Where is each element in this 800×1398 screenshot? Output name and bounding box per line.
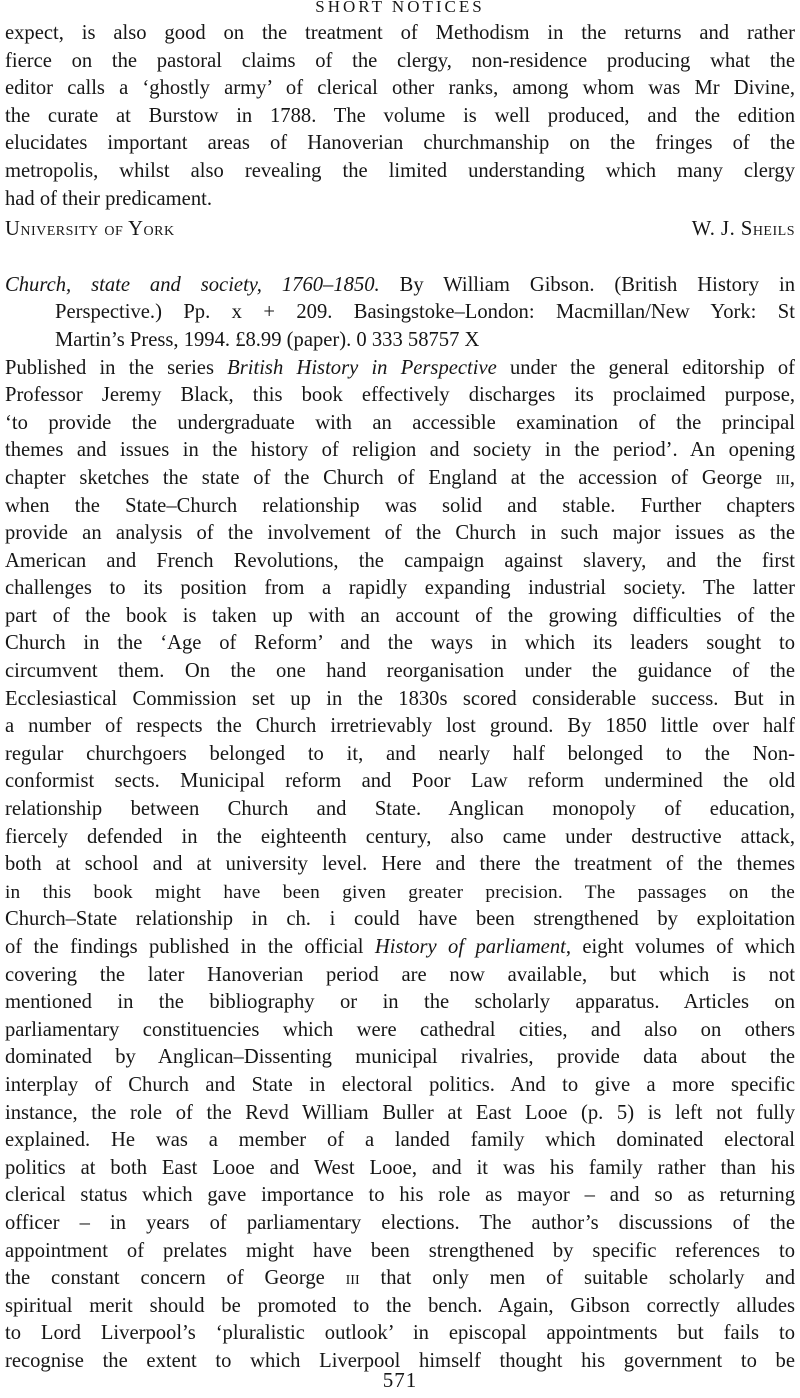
text-line: circumvent them. On the one hand reorganisation under the guidance of the	[5, 660, 795, 683]
page	[5, 0, 795, 1376]
text-line: ‘to provide the undergraduate with an accessible examination of the principal	[5, 411, 795, 434]
reviewer-signature	[5, 216, 795, 244]
review-line	[5, 355, 795, 383]
text-line: challenges to its position from a rapidly expanding industrial society. The latter	[5, 577, 795, 600]
text-line: Professor Jeremy Black, this book effectively discharges its proclaimed purpose,	[5, 384, 795, 407]
text-line: regular churchgoers belonged to it, and nearly half belonged to the Non-	[5, 742, 795, 765]
book-citation	[5, 272, 795, 355]
text-line: relationship between Church and State. Anglican monopoly of education,	[5, 798, 795, 821]
text-line: editor calls a ‘ghostly army’ of clerical other ranks, among whom was Mr Divine,	[5, 77, 795, 100]
text-line: officer – in years of parliamentary elections. The author’s discussions of the	[5, 1211, 795, 1234]
text-line: covering the later Hanoverian period are now available, but which is not	[5, 963, 795, 986]
regnal-numeral: iii	[345, 1267, 360, 1290]
work-title: History of parliament	[374, 936, 566, 958]
text-line: fiercely defended in the eighteenth century, also came under destructive attack,	[5, 825, 795, 848]
text-line: instance, the role of the Revd William Buller at East Looe (p. 5) is left not fully	[5, 1101, 795, 1124]
text-line: politics at both East Looe and West Looe, and it was his family rather than his	[5, 1156, 795, 1179]
text-line: mentioned in the bibliography or in the scholarly apparatus. Articles on	[5, 991, 795, 1014]
review-text: that only men of suitable scholarly and	[359, 1267, 795, 1290]
review-text: the constant concern of George	[5, 1267, 346, 1290]
text-line: provide an analysis of the involvement of the Church in such major issues as the	[5, 522, 795, 545]
review-body	[5, 355, 795, 1376]
text-line: dominated by Anglican–Dissenting municipal rivalries, provide data about the	[5, 1046, 795, 1069]
book-title: Church, state and society, 1760–1850.	[5, 273, 380, 296]
text-line: metropolis, whilst also revealing the limited understanding which many clergy	[5, 159, 795, 182]
text-line: elucidates important areas of Hanoverian churchmanship on the fringes of the	[5, 132, 795, 155]
review-line	[5, 1265, 795, 1293]
review-text: , eight volumes of which	[565, 936, 796, 958]
book-author: By William Gibson. (British History in	[379, 273, 795, 296]
text-line: clerical status which gave importance to his role as mayor – and so as returning	[5, 1184, 795, 1207]
review-text: ,	[789, 466, 795, 489]
reviewer-name: W. J. Sheils	[691, 218, 795, 241]
text-line: explained. He was a member of a landed family which dominated electoral	[5, 1129, 795, 1152]
text-line: Church in the ‘Age of Reform’ and the ways in which its leaders sought to	[5, 632, 795, 655]
series-title: British History in Perspective	[227, 356, 497, 379]
review-text: chapter sketches the state of the Church of England at the accession of George	[5, 466, 776, 489]
book-citation-line-3: Martin’s Press, 1994. £8.99 (paper). 0 333 58757 X	[55, 328, 480, 351]
text-line: conformist sects. Municipal reform and Poor Law reform undermined the old	[5, 770, 795, 793]
page-number: 571	[382, 1368, 418, 1392]
running-head: SHORT NOTICES	[315, 0, 485, 16]
text-line: both at school and at university level. Here and there the treatment of the themes	[5, 853, 795, 876]
book-citation-line-2: Perspective.) Pp. x + 209. Basingstoke–London: Macmillan/New York: St	[55, 301, 795, 324]
text-line: Ecclesiastical Commission set up in the 1830s scored considerable success. But in	[5, 687, 795, 710]
review-line-small: in this book might have been given greater precision. The passages on the	[5, 881, 795, 903]
text-line: themes and issues in the history of religion and society in the period’. An opening	[5, 439, 795, 462]
text-line: a number of respects the Church irretrievably lost ground. By 1850 little over half	[5, 715, 795, 738]
text-line: expect, is also good on the treatment of Methodism in the returns and rather	[5, 22, 795, 44]
text-line: when the State–Church relationship was solid and stable. Further chapters	[5, 494, 795, 517]
book-citation-line-1	[5, 272, 795, 300]
review-text: of the findings published in the official	[5, 936, 375, 958]
text-line: had of their predicament.	[5, 187, 212, 210]
text-line: parliamentary constituencies which were cathedral cities, and also on others	[5, 1018, 795, 1041]
review-text: Published in the series	[5, 356, 228, 379]
previous-review-text	[5, 20, 795, 213]
text-line: recognise the extent to which Liverpool himself thought his government to be	[5, 1349, 795, 1372]
text-line: Church–State relationship in ch. i could have been strengthened by exploitation	[5, 908, 795, 931]
text-line: interplay of Church and State in electoral politics. And to give a more specific	[5, 1073, 795, 1096]
text-line: to Lord Liverpool’s ‘pluralistic outlook’ in episcopal appointments but fails to	[5, 1322, 795, 1345]
review-line	[5, 934, 795, 962]
regnal-numeral: iii	[775, 466, 790, 489]
reviewer-affiliation: University of York	[5, 218, 175, 241]
text-line: spiritual merit should be promoted to the bench. Again, Gibson correctly alludes	[5, 1294, 795, 1317]
text-line: the curate at Burstow in 1788. The volume is well produced, and the edition	[5, 104, 795, 127]
review-line	[5, 465, 795, 493]
text-line: part of the book is taken up with an account of the growing difficulties of the	[5, 604, 795, 627]
text-line: appointment of prelates might have been strengthened by specific references to	[5, 1239, 795, 1262]
text-line: fierce on the pastoral claims of the clergy, non-residence producing what the	[5, 49, 795, 72]
text-line: American and French Revolutions, the campaign against slavery, and the first	[5, 549, 795, 572]
review-text: under the general editorship of	[496, 356, 795, 379]
